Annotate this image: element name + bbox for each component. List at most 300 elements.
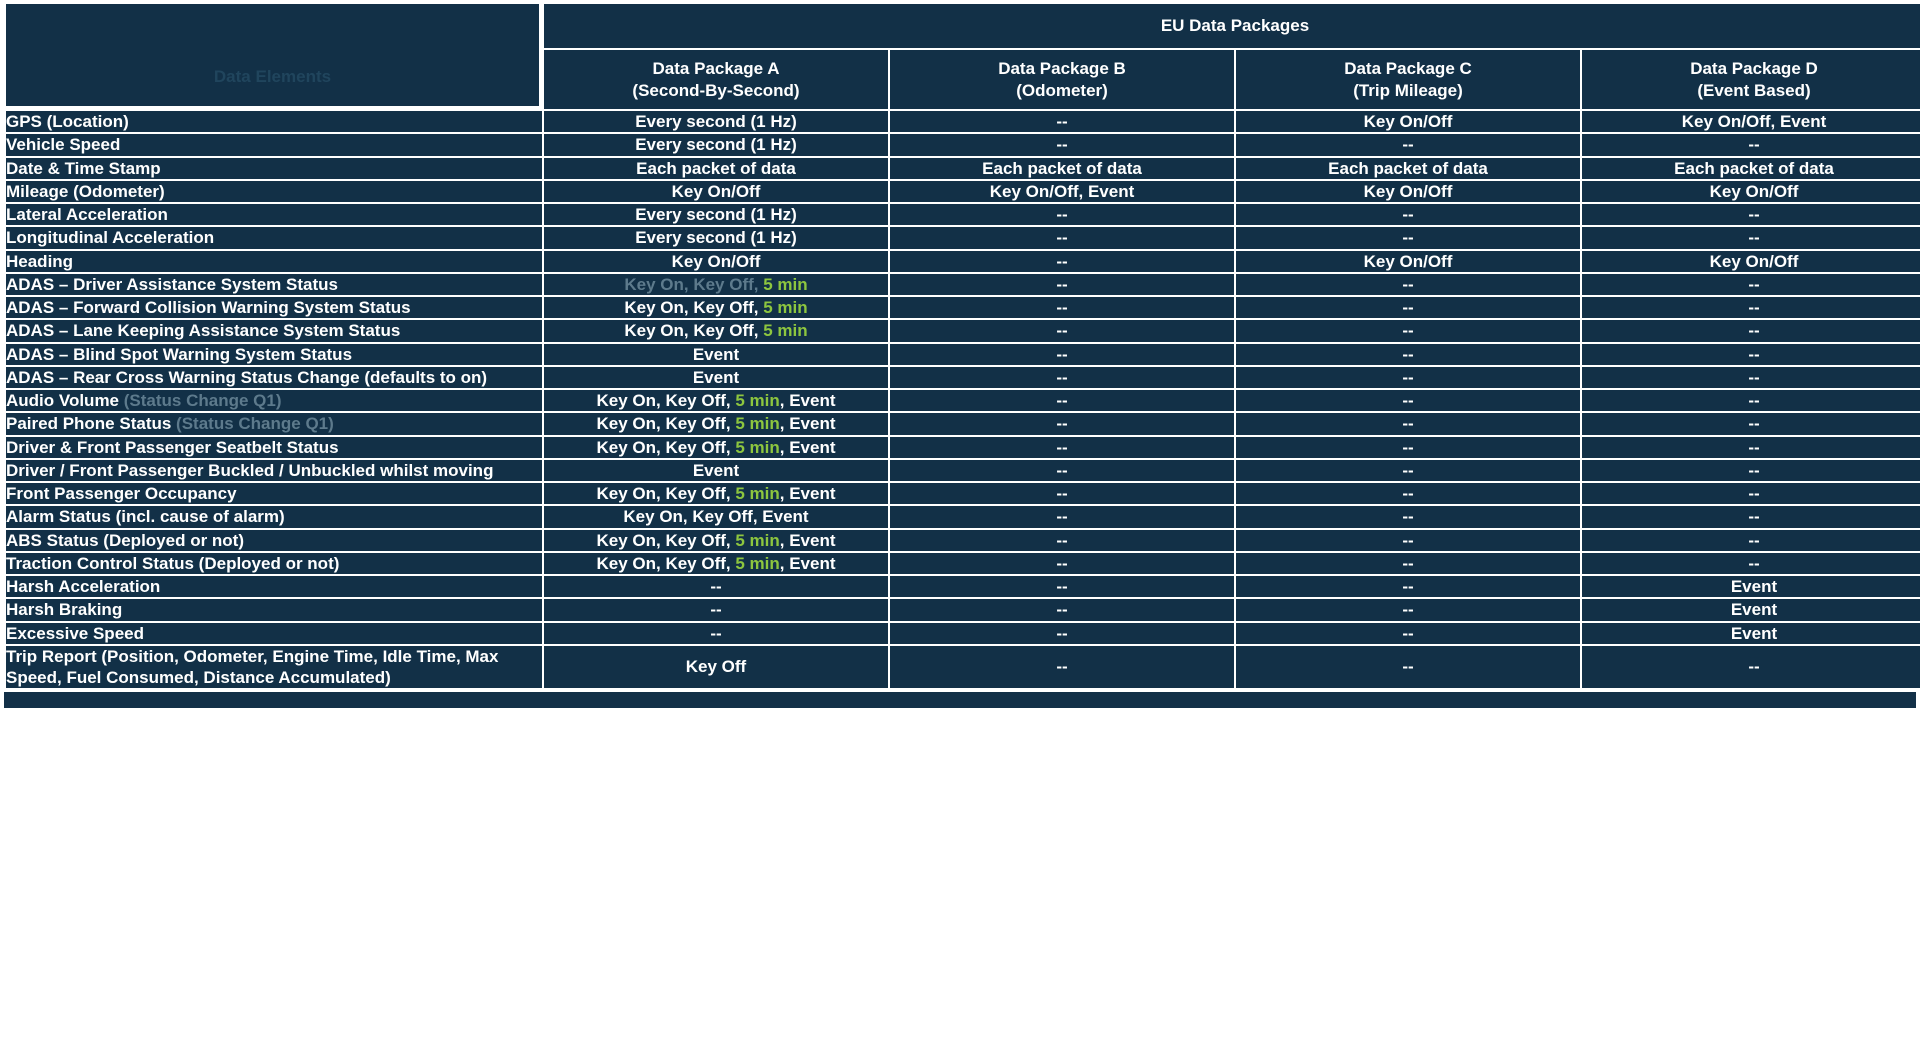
table-cell: [890, 204, 1234, 225]
cell-text: --: [1748, 274, 1760, 294]
table-row: [6, 251, 1920, 272]
table-cell: [890, 599, 1234, 620]
table-cell: [544, 623, 888, 644]
cell-text: , Event: [779, 553, 836, 573]
cell-text: --: [1402, 274, 1414, 294]
table-cell: [1582, 390, 1920, 411]
row-label: [6, 204, 542, 225]
table-cell: [890, 344, 1234, 365]
table-cell: [890, 297, 1234, 318]
table-row: [6, 506, 1920, 527]
table-cell: [1236, 623, 1580, 644]
row-label: [6, 553, 542, 574]
table-cell: [544, 297, 888, 318]
row-label: [6, 530, 542, 551]
cell-text: --: [1402, 298, 1414, 317]
cell-text: --: [1402, 600, 1414, 620]
cell-text: Key On, Key Off,: [596, 484, 736, 503]
cell-text: --: [1056, 391, 1068, 410]
table-cell: [1236, 576, 1580, 597]
column-header-package-b: [890, 50, 1234, 109]
row-label: [6, 437, 542, 458]
table-cell: [1236, 181, 1580, 202]
cell-text: Each packet of data: [982, 158, 1142, 178]
table-cell: [1236, 646, 1580, 689]
table-cell: [1236, 530, 1580, 551]
table-cell: [1582, 181, 1920, 202]
row-label: [6, 111, 542, 132]
table-cell: [544, 320, 888, 341]
table-row: [6, 158, 1920, 179]
cell-text: 5 min: [735, 530, 780, 550]
cell-text: Every second (1 Hz): [635, 135, 797, 155]
table-cell: [1582, 599, 1920, 620]
table-cell: [890, 483, 1234, 504]
cell-text: --: [1402, 344, 1414, 364]
row-label-text: Harsh Acceleration: [6, 577, 161, 596]
row-label: [6, 483, 542, 504]
table-cell: [890, 274, 1234, 295]
cell-text: --: [1748, 135, 1760, 155]
package-a-subtitle: (Second-By-Second): [632, 80, 800, 100]
cell-text: Key On, Key Off,: [596, 414, 736, 434]
cell-text: --: [1402, 135, 1414, 155]
table-row: [6, 646, 1920, 689]
cell-text: --: [1748, 205, 1760, 224]
row-label-text: Excessive Speed: [6, 623, 144, 643]
table-cell: [1236, 460, 1580, 481]
table-cell: [1236, 204, 1580, 225]
table-cell: [890, 576, 1234, 597]
row-label: [6, 646, 542, 689]
row-label: [6, 320, 542, 341]
cell-text: --: [1056, 577, 1068, 596]
row-label-text: Vehicle Speed: [6, 135, 121, 155]
cell-text: Every second (1 Hz): [635, 205, 797, 224]
cell-text: --: [1056, 112, 1068, 131]
cell-text: --: [1402, 391, 1414, 410]
row-label-text: Mileage (Odometer): [6, 181, 165, 201]
row-label: [6, 599, 542, 620]
table-row: [6, 111, 1920, 132]
table-cell: [1236, 367, 1580, 388]
package-c-subtitle: (Trip Mileage): [1353, 80, 1463, 100]
table-cell: [1582, 204, 1920, 225]
table-row: [6, 437, 1920, 458]
table-cell: [544, 576, 888, 597]
row-label-text: Heading: [6, 251, 74, 271]
table-cell: [544, 344, 888, 365]
table-body: [6, 111, 1920, 688]
cell-text: 5 min: [763, 298, 808, 317]
cell-text: Key On/Off: [1709, 251, 1799, 271]
table-cell: [1236, 599, 1580, 620]
table-cell: [1582, 553, 1920, 574]
table-cell: [1582, 320, 1920, 341]
table-cell: [1582, 297, 1920, 318]
cell-text: Event: [692, 460, 740, 480]
cell-text: --: [1402, 577, 1414, 596]
cell-text: Event: [692, 367, 740, 387]
row-label-text: Audio Volume: [6, 391, 124, 410]
cell-text: --: [1402, 414, 1414, 434]
table-cell: [544, 204, 888, 225]
cell-text: --: [710, 600, 722, 620]
table-cell: [890, 134, 1234, 155]
row-label: [6, 367, 542, 388]
row-label-text: Trip Report (Position, Odometer, Engine Time, Idle Time, Max Speed, Fuel Consumed, Distance Accumulated): [6, 646, 499, 687]
table-cell: [890, 251, 1234, 272]
cell-text: --: [1056, 437, 1068, 457]
cell-text: --: [1402, 553, 1414, 573]
row-label: [6, 134, 542, 155]
table-row: [6, 390, 1920, 411]
table-cell: [544, 274, 888, 295]
cell-text: --: [1056, 274, 1068, 294]
cell-text: --: [1748, 321, 1760, 341]
cell-text: Every second (1 Hz): [635, 112, 797, 131]
column-header-package-c: [1236, 50, 1580, 109]
table-cell: [544, 367, 888, 388]
cell-text: Each packet of data: [1674, 158, 1834, 178]
table-cell: [890, 460, 1234, 481]
table-cell: [544, 390, 888, 411]
table-row: [6, 460, 1920, 481]
header-row-group: [6, 4, 1920, 48]
table-cell: [890, 367, 1234, 388]
table-cell: [1582, 623, 1920, 644]
cell-text: Each packet of data: [636, 158, 796, 178]
row-label: [6, 274, 542, 295]
cell-text: --: [1748, 367, 1760, 387]
cell-text: , Event: [779, 484, 836, 503]
table-cell: [1582, 158, 1920, 179]
table-row: [6, 367, 1920, 388]
table-cell: [1582, 646, 1920, 689]
table-row: [6, 344, 1920, 365]
cell-text: --: [1748, 484, 1760, 503]
row-label-note: (Status Change Q1): [123, 391, 282, 410]
cell-text: --: [1056, 530, 1068, 550]
cell-text: --: [710, 623, 722, 643]
table-cell: [890, 227, 1234, 248]
row-label: [6, 576, 542, 597]
cell-text: 5 min: [735, 437, 780, 457]
corner-header-label: Data Elements: [213, 67, 332, 86]
cell-text: --: [1748, 391, 1760, 410]
row-label: [6, 251, 542, 272]
cell-text: Event: [1730, 623, 1778, 643]
row-label-text: Paired Phone Status: [6, 414, 177, 434]
column-header-package-d: [1582, 50, 1920, 109]
row-label-text: Lateral Acceleration: [6, 205, 168, 224]
cell-text: Event: [692, 344, 740, 364]
table-row: [6, 227, 1920, 248]
table-cell: [1582, 111, 1920, 132]
cell-text: --: [1056, 507, 1068, 527]
table-cell: [544, 599, 888, 620]
cell-text: 5 min: [735, 553, 780, 573]
row-label-text: Driver / Front Passenger Buckled / Unbuckled whilst moving: [6, 460, 494, 480]
table-cell: [890, 181, 1234, 202]
table-cell: [890, 158, 1234, 179]
table-cell: [1582, 483, 1920, 504]
cell-text: --: [1056, 344, 1068, 364]
cell-text: Key On/Off, Event: [1681, 112, 1827, 131]
table-cell: [544, 111, 888, 132]
cell-text: Key On, Key Off,: [596, 437, 736, 457]
table-row: [6, 274, 1920, 295]
row-label-text: Date & Time Stamp: [6, 158, 161, 178]
cell-text: --: [1056, 657, 1068, 677]
table-cell: [544, 460, 888, 481]
cell-text: --: [1748, 507, 1760, 527]
cell-text: , Event: [779, 414, 836, 434]
table-cell: [1582, 344, 1920, 365]
table-row: [6, 599, 1920, 620]
table-cell: [890, 646, 1234, 689]
cell-text: --: [1402, 321, 1414, 341]
cell-text: --: [1056, 367, 1068, 387]
table-cell: [1582, 251, 1920, 272]
cell-text: --: [1402, 460, 1414, 480]
cell-text: --: [1748, 657, 1760, 677]
cell-text: --: [1056, 553, 1068, 573]
cell-text: Key On, Key Off,: [596, 391, 736, 410]
cell-text: --: [1402, 205, 1414, 224]
table-row: [6, 204, 1920, 225]
table-row: [6, 413, 1920, 434]
table-cell: [1236, 251, 1580, 272]
table-cell: [1582, 367, 1920, 388]
table-cell: [1582, 576, 1920, 597]
table-cell: [544, 553, 888, 574]
table-cell: [544, 251, 888, 272]
table-cell: [1582, 274, 1920, 295]
table-cell: [890, 320, 1234, 341]
cell-text: --: [1748, 298, 1760, 317]
table-cell: [890, 553, 1234, 574]
table-cell: [890, 111, 1234, 132]
package-a-title: Data Package A: [652, 58, 780, 78]
cell-text: --: [1056, 205, 1068, 224]
row-label: [6, 460, 542, 481]
row-label-text: GPS (Location): [6, 112, 129, 131]
cell-text: Key On, Key Off,: [624, 298, 764, 317]
row-label: [6, 181, 542, 202]
cell-text: Key On, Key Off, Event: [623, 507, 809, 527]
row-label-text: ADAS – Driver Assistance System Status: [6, 274, 338, 294]
row-label-text: Driver & Front Passenger Seatbelt Status: [6, 437, 339, 457]
table-cell: [890, 530, 1234, 551]
row-label-note: (Status Change Q1): [176, 414, 334, 434]
cell-text: --: [710, 577, 722, 596]
package-d-title: Data Package D: [1690, 58, 1818, 78]
row-label: [6, 623, 542, 644]
table-cell: [1582, 227, 1920, 248]
table-cell: [890, 437, 1234, 458]
table-cell: [1236, 158, 1580, 179]
cell-text: --: [1748, 460, 1760, 480]
cell-text: --: [1748, 553, 1760, 573]
row-label-text: Longitudinal Acceleration: [6, 228, 215, 248]
cell-text: Key On, Key Off,: [596, 553, 736, 573]
table-cell: [1236, 344, 1580, 365]
table-row: [6, 320, 1920, 341]
cell-text: --: [1402, 228, 1414, 248]
table-cell: [544, 413, 888, 434]
row-label-text: ADAS – Forward Collision Warning System Status: [6, 298, 411, 317]
cell-text: Key On/Off: [1363, 251, 1453, 271]
cell-text: Key On/Off, Event: [989, 181, 1135, 201]
cell-text: --: [1056, 228, 1068, 248]
table-row: [6, 181, 1920, 202]
cell-text: --: [1748, 228, 1760, 248]
table-cell: [1236, 506, 1580, 527]
cell-text: 5 min: [763, 274, 808, 294]
package-d-subtitle: (Event Based): [1697, 80, 1811, 100]
table-cell: [1582, 460, 1920, 481]
table-cell: [1236, 483, 1580, 504]
cell-text: Key On/Off: [671, 181, 761, 201]
row-label: [6, 413, 542, 434]
table-cell: [544, 134, 888, 155]
cell-text: --: [1056, 135, 1068, 155]
cell-text: , Event: [779, 391, 836, 410]
bottom-strip: [4, 692, 1916, 708]
package-b-subtitle: (Odometer): [1016, 80, 1108, 100]
cell-text: 5 min: [735, 391, 780, 410]
cell-text: Event: [1730, 577, 1778, 596]
table-cell: [1236, 413, 1580, 434]
cell-text: Key On/Off: [1363, 181, 1453, 201]
row-label-text: ADAS – Rear Cross Warning Status Change (defaults to on): [6, 367, 488, 387]
cell-text: Event: [1730, 600, 1778, 620]
table-cell: [890, 413, 1234, 434]
table-cell: [890, 390, 1234, 411]
table-cell: [544, 506, 888, 527]
row-label-text: ABS Status (Deployed or not): [6, 530, 245, 550]
table-cell: [544, 530, 888, 551]
cell-text: Key On, Key Off,: [624, 274, 764, 294]
table-cell: [1236, 111, 1580, 132]
table-row: [6, 576, 1920, 597]
cell-text: --: [1402, 367, 1414, 387]
table-cell: [1236, 274, 1580, 295]
row-label: [6, 227, 542, 248]
table-row: [6, 297, 1920, 318]
cell-text: 5 min: [763, 321, 808, 341]
cell-text: --: [1056, 460, 1068, 480]
row-label: [6, 158, 542, 179]
cell-text: --: [1748, 344, 1760, 364]
cell-text: --: [1056, 484, 1068, 503]
table-cell: [544, 483, 888, 504]
table-row: [6, 483, 1920, 504]
table-row: [6, 134, 1920, 155]
table-row: [6, 623, 1920, 644]
cell-text: , Event: [779, 530, 836, 550]
cell-text: --: [1402, 530, 1414, 550]
cell-text: 5 min: [735, 414, 780, 434]
table-cell: [544, 227, 888, 248]
cell-text: --: [1402, 484, 1414, 503]
row-label-text: Front Passenger Occupancy: [6, 484, 237, 503]
row-label: [6, 390, 542, 411]
cell-text: --: [1402, 437, 1414, 457]
cell-text: --: [1056, 600, 1068, 620]
table-cell: [544, 437, 888, 458]
table-cell: [1236, 320, 1580, 341]
cell-text: Key On/Off: [1363, 112, 1453, 131]
cell-text: --: [1748, 437, 1760, 457]
table-cell: [544, 181, 888, 202]
cell-text: Key Off: [685, 657, 747, 677]
cell-text: Key On, Key Off,: [624, 321, 764, 341]
cell-text: Key On/Off: [1709, 181, 1799, 201]
table-cell: [1236, 437, 1580, 458]
table-row: [6, 530, 1920, 551]
table-cell: [1582, 437, 1920, 458]
table-cell: [1582, 506, 1920, 527]
table-cell: [1236, 553, 1580, 574]
row-label-text: Traction Control Status (Deployed or not): [6, 553, 340, 573]
table-row: [6, 553, 1920, 574]
corner-header-data-elements: [6, 4, 542, 109]
cell-text: --: [1056, 414, 1068, 434]
cell-text: , Event: [779, 437, 836, 457]
table-cell: [1582, 413, 1920, 434]
cell-text: --: [1748, 414, 1760, 434]
table-cell: [890, 623, 1234, 644]
row-label: [6, 506, 542, 527]
row-label: [6, 344, 542, 365]
package-c-title: Data Package C: [1344, 58, 1472, 78]
cell-text: --: [1402, 623, 1414, 643]
row-label: [6, 297, 542, 318]
table-cell: [544, 646, 888, 689]
row-label-text: ADAS – Blind Spot Warning System Status: [6, 344, 353, 364]
group-header-eu-data-packages: EU Data Packages: [544, 4, 1920, 48]
table-header: [6, 4, 1920, 109]
table-cell: [1236, 134, 1580, 155]
cell-text: --: [1056, 321, 1068, 341]
cell-text: Each packet of data: [1328, 158, 1488, 178]
table-cell: [544, 158, 888, 179]
table-cell: [1582, 530, 1920, 551]
table-cell: [1582, 134, 1920, 155]
table-cell: [1236, 297, 1580, 318]
cell-text: Key On/Off: [671, 251, 761, 271]
cell-text: --: [1748, 530, 1760, 550]
cell-text: 5 min: [735, 484, 780, 503]
cell-text: --: [1056, 623, 1068, 643]
cell-text: --: [1056, 251, 1068, 271]
table-cell: [1236, 227, 1580, 248]
package-b-title: Data Package B: [998, 58, 1126, 78]
cell-text: --: [1402, 507, 1414, 527]
cell-text: Every second (1 Hz): [635, 228, 797, 248]
cell-text: --: [1056, 298, 1068, 317]
table-cell: [890, 506, 1234, 527]
column-header-package-a: [544, 50, 888, 109]
eu-data-packages-table: [4, 2, 1920, 690]
row-label-text: Alarm Status (incl. cause of alarm): [6, 507, 285, 527]
row-label-text: Harsh Braking: [6, 600, 123, 620]
cell-text: --: [1402, 657, 1414, 677]
row-label-text: ADAS – Lane Keeping Assistance System Status: [6, 321, 401, 341]
cell-text: Key On, Key Off,: [596, 530, 736, 550]
